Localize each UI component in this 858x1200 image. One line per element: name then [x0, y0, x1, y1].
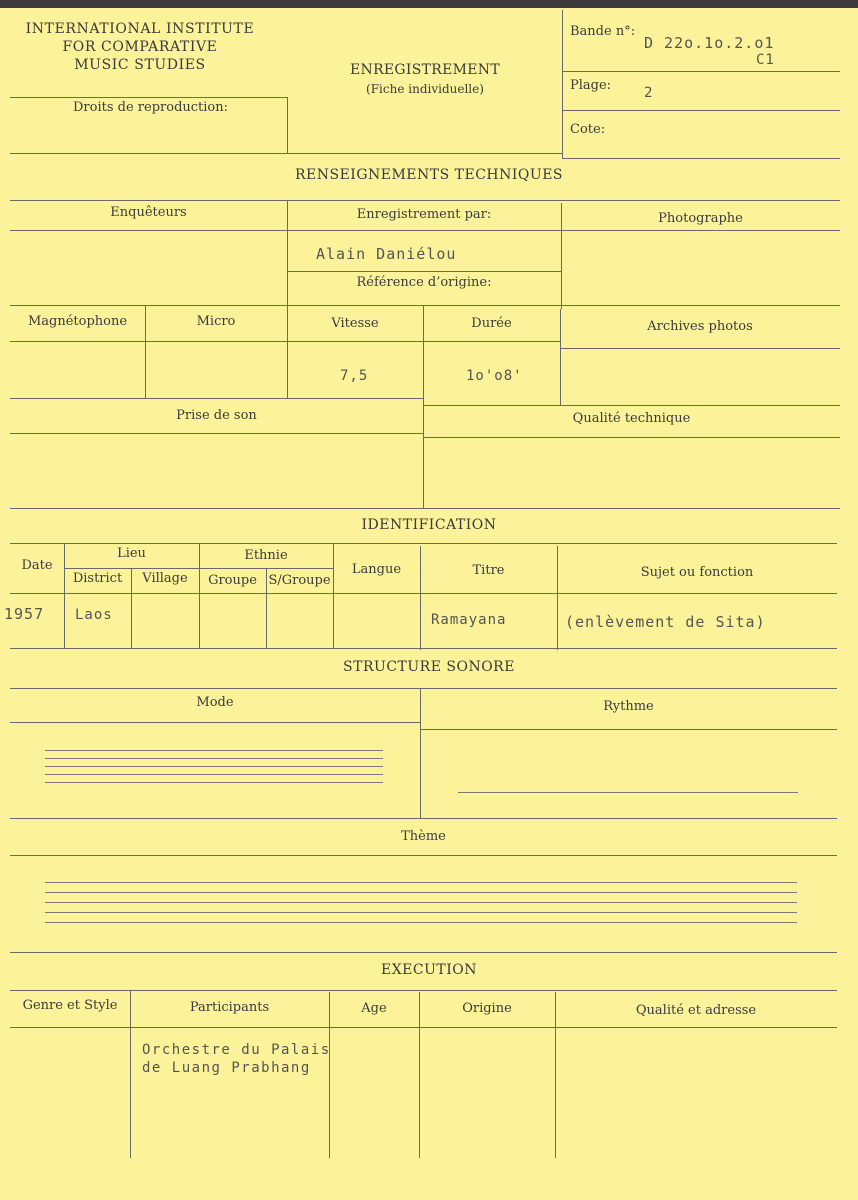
ident-col-rule-7: [557, 546, 558, 650]
technical-section-title: RENSEIGNEMENTS TECHNIQUES: [294, 167, 564, 183]
theme-staff-line-4: [45, 912, 797, 913]
institute-line-1: INTERNATIONAL INSTITUTE: [25, 21, 255, 37]
institute-line-3: MUSIC STUDIES: [74, 57, 206, 73]
tape-number-label: Bande n°:: [570, 24, 636, 39]
genre-label: Genre et Style: [22, 998, 118, 1013]
tech-row-rule-3b: [560, 348, 840, 349]
mode-staff-line-3: [45, 766, 383, 767]
mode-header-rule: [10, 722, 420, 723]
execution-title-rule: [10, 990, 837, 991]
structure-section-title: STRUCTURE SONORE: [343, 659, 515, 675]
investigators-label: Enquêteurs: [110, 205, 187, 220]
age-label: Age: [361, 1001, 387, 1016]
ident-bottom-rule: [10, 648, 837, 649]
speed-value: 7,5: [340, 368, 369, 384]
exec-col-rule-1: [130, 990, 131, 1158]
group-label: Groupe: [208, 573, 257, 588]
title-label: Titre: [472, 563, 505, 578]
recorded-by-label: Enregistrement par:: [356, 207, 492, 222]
rhythm-header-rule: [420, 729, 837, 730]
exec-header-rule: [10, 1027, 837, 1028]
duration-label: Durée: [471, 316, 512, 331]
ident-subheader-rule: [64, 568, 333, 569]
tech-col-rule-7: [423, 405, 424, 508]
theme-staff-line-2: [45, 892, 797, 893]
mode-staff-line-4: [45, 774, 383, 775]
sound-capture-label: Prise de son: [176, 408, 257, 423]
subject-value: (enlèvement de Sita): [565, 613, 766, 631]
execution-section-title: EXECUTION: [380, 962, 477, 978]
header-right-divider: [562, 10, 563, 158]
mode-label: Mode: [196, 695, 234, 710]
participants-label: Participants: [189, 1000, 270, 1015]
tech-row-rule-1: [10, 230, 840, 231]
tech-row-rule-5: [10, 433, 423, 434]
theme-header-rule: [10, 855, 837, 856]
technical-title-rule: [10, 200, 840, 201]
photographer-label: Photographe: [658, 211, 743, 226]
title-value: Ramayana: [431, 612, 507, 628]
structure-mid-rule: [10, 818, 837, 819]
header-bottom-rule-left: [10, 153, 562, 154]
ident-title-rule: [10, 543, 837, 544]
header-bottom-rule-right: [562, 158, 840, 159]
recorder-label: Magnétophone: [27, 314, 128, 329]
exec-col-rule-3: [419, 992, 420, 1158]
theme-label: Thème: [401, 829, 446, 844]
rhythm-staff-line: [458, 792, 798, 793]
mode-staff-line-1: [45, 750, 383, 751]
tech-row-rule-4b: [423, 405, 840, 406]
tech-quality-label: Qualité technique: [572, 411, 691, 426]
structure-title-rule: [10, 688, 837, 689]
exec-col-rule-2: [329, 992, 330, 1158]
identification-section-title: IDENTIFICATION: [361, 517, 497, 533]
micro-label: Micro: [196, 314, 236, 329]
date-value: 1957: [4, 605, 45, 623]
tape-number-suffix: C1: [756, 52, 775, 68]
rhythm-label: Rythme: [603, 699, 654, 714]
quality-address-label: Qualité et adresse: [635, 1003, 757, 1018]
duration-value: 1o'o8': [466, 368, 523, 384]
cote-label: Cote:: [570, 122, 606, 137]
participants-value-line-1: Orchestre du Palais: [142, 1042, 331, 1058]
rights-right-rule: [287, 97, 288, 153]
speed-label: Vitesse: [331, 316, 379, 331]
rights-top-rule: [10, 97, 288, 98]
institute-line-2: FOR COMPARATIVE: [62, 39, 218, 55]
date-label: Date: [21, 558, 53, 573]
form-subtitle: (Fiche individuelle): [366, 82, 484, 96]
ident-col-rule-5: [333, 543, 334, 648]
mode-staff-line-2: [45, 758, 383, 759]
language-label: Langue: [351, 562, 402, 577]
card-top-edge: [0, 0, 858, 8]
subgroup-label: S/Groupe: [268, 573, 331, 588]
track-bottom-rule: [562, 110, 840, 111]
ident-col-rule-6: [420, 546, 421, 650]
track-label: Plage:: [570, 78, 612, 93]
theme-staff-line-5: [45, 922, 797, 923]
rights-label: Droits de reproduction:: [73, 100, 229, 115]
participants-value-line-2: de Luang Prabhang: [142, 1060, 311, 1076]
origin-label: Origine: [462, 1001, 512, 1016]
track-value: 2: [644, 85, 654, 101]
subject-label: Sujet ou fonction: [640, 565, 754, 580]
tech-row-rule-5b: [423, 437, 840, 438]
origin-ref-rule: [287, 271, 561, 272]
origin-ref-label: Référence d’origine:: [356, 275, 492, 290]
institute-name: [10, 20, 270, 74]
tape-number-value: D 22o.1o.2.o1: [644, 34, 775, 52]
form-title: ENREGISTREMENT: [350, 62, 500, 78]
recorded-by-value: Alain Daniélou: [316, 245, 457, 263]
photo-archives-label: Archives photos: [647, 319, 753, 334]
tech-row-rule-3: [10, 341, 560, 342]
tape-bottom-rule: [562, 71, 840, 72]
ident-row-rule: [10, 593, 837, 594]
district-value: Laos: [75, 607, 113, 623]
theme-staff-line-3: [45, 902, 797, 903]
tech-row-rule-4: [10, 398, 423, 399]
district-label: District: [72, 571, 123, 586]
ethnic-label: Ethnie: [244, 548, 288, 563]
place-label: Lieu: [117, 546, 146, 561]
tech-row-rule-2: [10, 305, 840, 306]
structure-bottom-rule: [10, 952, 837, 953]
mode-staff-line-5: [45, 782, 383, 783]
village-label: Village: [142, 571, 188, 586]
theme-staff-line-1: [45, 882, 797, 883]
tech-bottom-rule: [10, 508, 840, 509]
